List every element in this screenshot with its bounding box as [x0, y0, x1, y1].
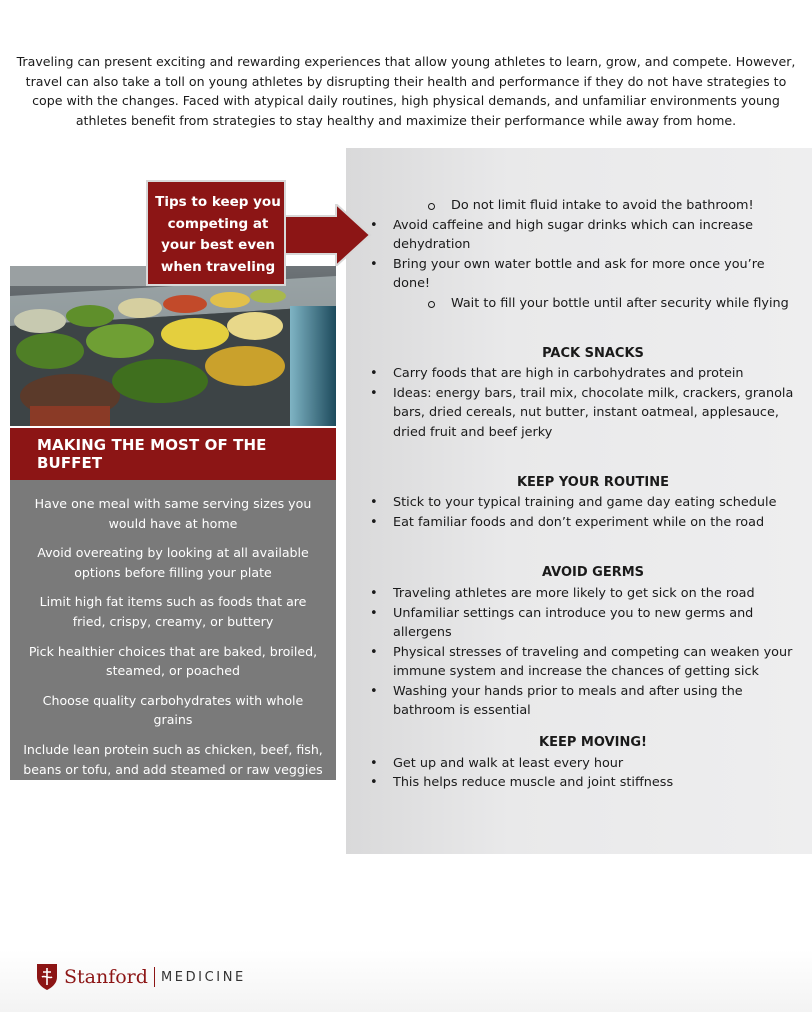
- bullet-item: • Eat familiar foods and don’t experiment while on the road: [370, 513, 800, 533]
- bullet-item: • Washing your hands prior to meals and after using the bathroom is essential: [370, 682, 800, 721]
- bullet-item: • Stick to your typical training and game day eating schedule: [370, 493, 800, 513]
- buffet-tip: Avoid overeating by looking at all available options before filling your plate: [37, 545, 309, 580]
- bullet-item: • Get up and walk at least every hour: [370, 754, 800, 774]
- buffet-box: [10, 428, 336, 780]
- logo-stanford: Stanford: [64, 966, 148, 988]
- section-list: [370, 584, 800, 721]
- tips-content: [380, 196, 800, 793]
- sub-bullet-item: Do not limit fluid intake to avoid the bathroom!: [380, 196, 800, 216]
- bullet-item: • Bring your own water bottle and ask for more once you’re done!: [370, 255, 800, 294]
- section-heading: PACK SNACKS: [542, 345, 644, 361]
- buffet-tips: [10, 480, 336, 780]
- logo-medicine: MEDICINE: [160, 969, 246, 985]
- section-heading: AVOID GERMS: [541, 565, 645, 581]
- buffet-tip: Have one meal with same serving sizes you would have at home: [34, 496, 312, 531]
- sub-bullet-item: Wait to fill your bottle until after security while flying: [380, 294, 800, 314]
- buffet-photo: [10, 266, 336, 426]
- callout: [146, 180, 372, 288]
- bullet-item: • Carry foods that are high in carbohydrates and protein: [370, 364, 800, 384]
- section-list: [370, 364, 800, 442]
- buffet-tip: Pick healthier choices that are baked, broiled, steamed, or poached: [28, 643, 318, 679]
- section-list: [370, 493, 800, 532]
- buffet-tip: Choose quality carbohydrates with whole grains: [42, 692, 304, 728]
- buffet-tip: Limit high fat items such as foods that are fried, crispy, creamy, or buttery: [39, 594, 307, 629]
- logo-divider: [154, 967, 155, 987]
- callout-box: [146, 180, 286, 286]
- section-heading: KEEP YOUR ROUTINE: [516, 474, 670, 490]
- section-heading: KEEP MOVING!: [539, 735, 647, 751]
- buffet-title: MAKING THE MOST OF THE BUFFET: [10, 428, 336, 480]
- stanford-shield-icon: [36, 963, 58, 991]
- hydration-list: [370, 216, 800, 294]
- stanford-medicine-logo: [36, 963, 246, 991]
- hydration-sublist: [380, 196, 800, 216]
- bullet-item: • Traveling athletes are more likely to get sick on the road: [370, 584, 800, 604]
- callout-text: Tips to keep you competing at your best even when traveling: [155, 194, 281, 275]
- bullet-item: • Physical stresses of traveling and competing can weaken your immune system and increase the chances of getting sick: [370, 643, 800, 682]
- buffet-tip: Include lean protein such as chicken, beef, fish, beans or tofu, and add steamed or raw veggies: [23, 741, 323, 777]
- bullet-item: • This helps reduce muscle and joint stiffness: [370, 773, 800, 793]
- bullet-item: • Avoid caffeine and high sugar drinks which can increase dehydration: [370, 216, 800, 255]
- bullet-item: • Ideas: energy bars, trail mix, chocolate milk, crackers, granola bars, dried cereals, nut butter, instant oatmeal, applesauce, dried fruit and beef jerky: [370, 384, 800, 443]
- bullet-item: • Unfamiliar settings can introduce you to new germs and allergens: [370, 604, 800, 643]
- hydration-sublist: [380, 294, 800, 314]
- section-list: [370, 754, 800, 793]
- right-arrow-icon: [284, 204, 372, 266]
- intro-paragraph: Traveling can present exciting and rewarding experiences that allow young athletes to learn, grow, and compete. However, travel can also take a toll on young athletes by disrupting their health and performance if they do not have strategies to cope with the changes. Faced with atypical daily routines, high physical demands, and unfamiliar environments young athletes benefit from strategies to stay healthy and maximize their performance while away from home.: [16, 54, 796, 128]
